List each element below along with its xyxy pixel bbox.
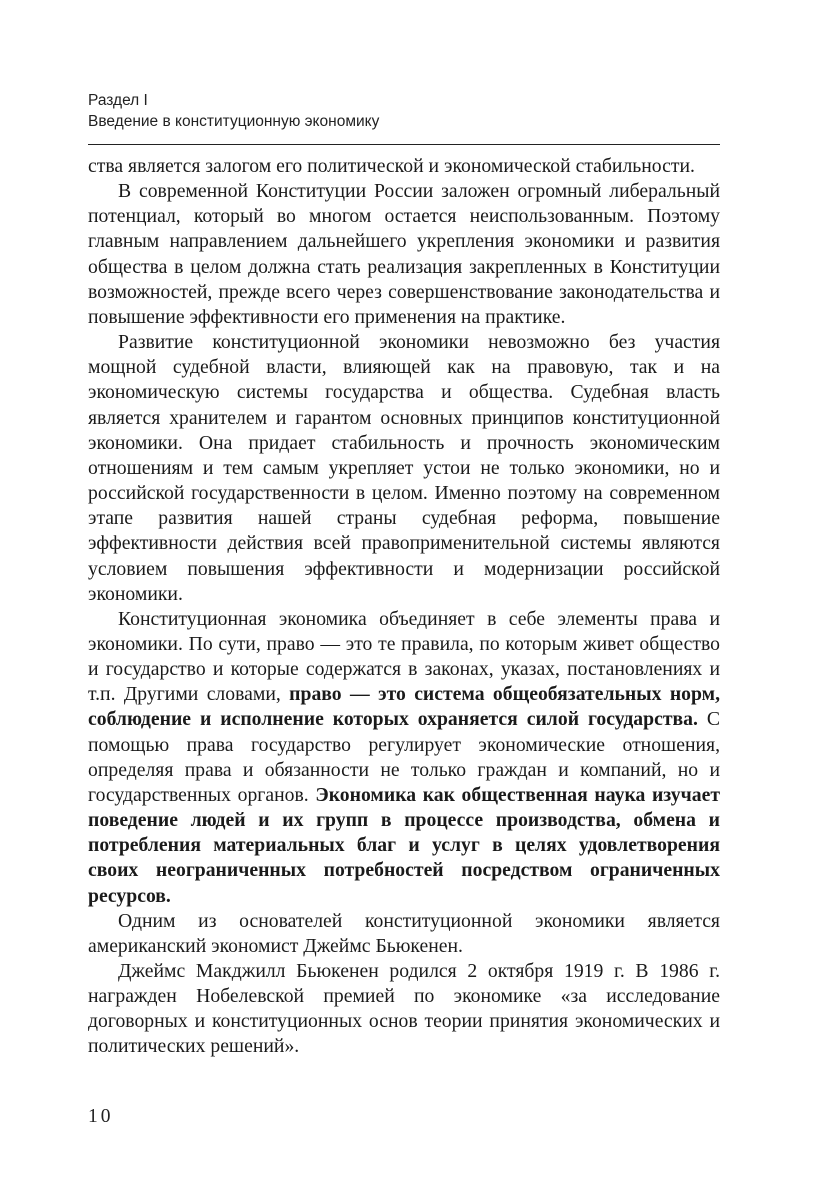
- economics-definition: Экономика как общественная наука изучает поведение людей и их групп в процессе производства, обмена и потребления материальных благ и услуг в целях удовлетворения своих неограниченных потребностей посредством ограниченных ресурсов.: [88, 783, 720, 907]
- paragraph-buchanan-bio: Джеймс Макджилл Бьюкенен родился 2 октября 1919 г. В 1986 г. награжден Нобелевской премией по экономике «за исследование договорных и конституционных основ теории принятия экономических и политических решений».: [88, 960, 720, 1058]
- paragraph-intro-text: Конституционная экономика объединяет в себе элементы права и экономики. По сути, право — это те правила, по которым живет общество и государство и которые содержатся в законах, указах, постановлениях и т.п. Другими словами,: [88, 607, 720, 706]
- page-body: [88, 154, 720, 1060]
- running-header: [88, 90, 720, 132]
- law-definition: право — это система общеобязательных норм, соблюдение и исполнение которых охраняется силой государства.: [88, 683, 721, 731]
- paragraph-founder: Одним из основателей конституционной экономики является американский экономист Джеймс Бьюкенен.: [88, 909, 720, 957]
- paragraph-liberal-potential: В современной Конституции России заложен огромный либеральный потенциал, который во многом остается неиспользованным. Поэтому главным направлением дальнейшего укрепления экономики и развития общества в целом должна стать реализация закрепленных в Конституции возможностей, прежде всего через совершенствование законодательства и повышение эффективности его применения на практике.: [88, 180, 720, 328]
- paragraph-middle-text: С помощью права государство регулирует экономические отношения, определяя права и обязанности не только граждан и компаний, но и государственных органов.: [88, 708, 720, 806]
- section-title: Введение в конституционную экономику: [88, 113, 380, 130]
- paragraph-continuation: ства является залогом его политической и экономической стабильности.: [88, 155, 695, 177]
- paragraph-judicial-power: Развитие конституционной экономики невозможно без участия мощной судебной власти, влияющей как на правовую, так и на экономическую системы государства и общества. Судебная власть является хранителем и гарантом основных принципов конституционной экономики. Она придает стабильность и прочность экономическим отношениям и тем самым укрепляет устои не только экономики, но и российской государственности в целом. Именно поэтому на современном этапе развития нашей страны судебная реформа, повышение эффективности действия всей правоприменительной системы являются условием повышения эффективности и модернизации российской экономики.: [88, 331, 720, 605]
- section-label: Раздел I: [88, 92, 148, 109]
- header-divider: [88, 144, 720, 145]
- paragraph-law-and-economics: [88, 607, 720, 909]
- page-number: 10: [88, 1106, 114, 1127]
